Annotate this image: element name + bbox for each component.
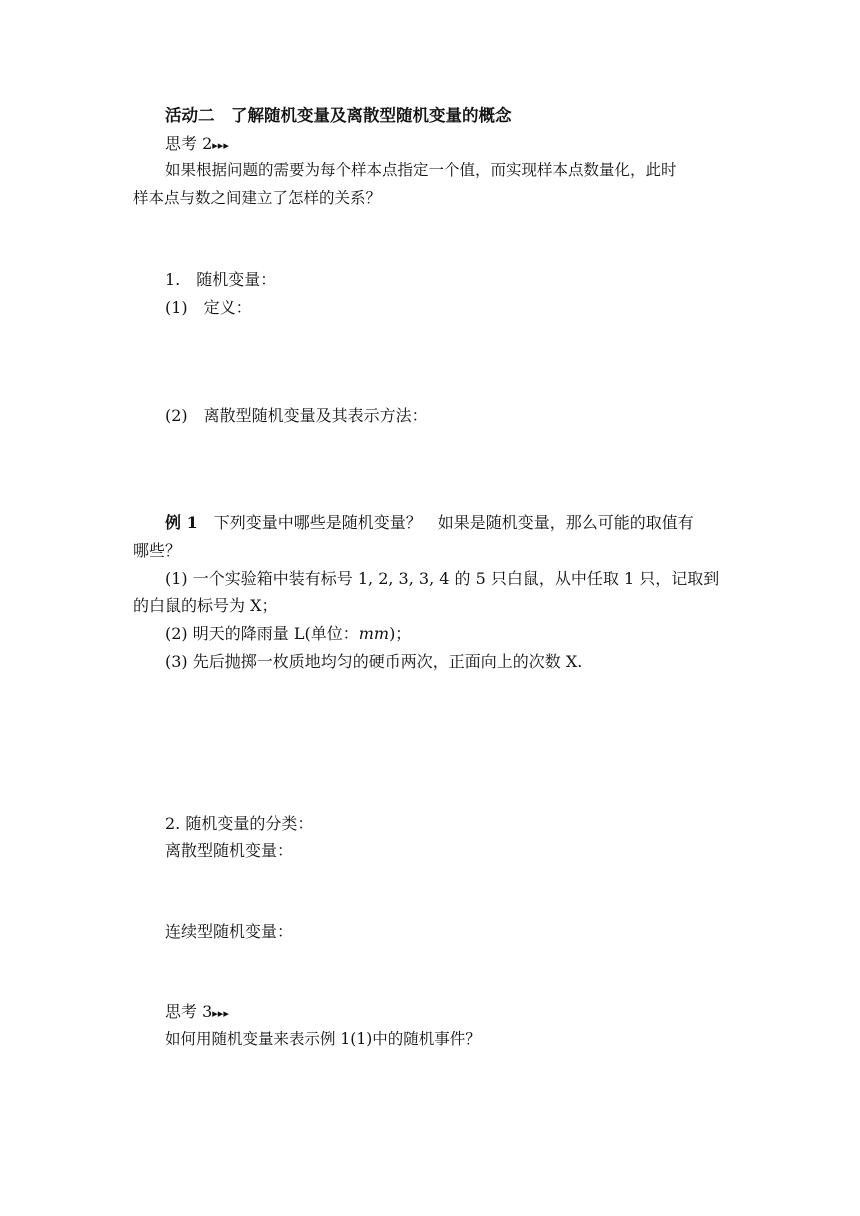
activity-title: 活动二 了解随机变量及离散型随机变量的概念 <box>165 106 512 125</box>
example-1-item-2-pre: (2) 明天的降雨量 L(单位： <box>165 624 359 643</box>
arrow-icon: ▸▸▸ <box>212 139 229 152</box>
example-1-item-2-unit: mm <box>358 624 390 643</box>
section-1-item-2: (2) 离散型随机变量及其表示方法： <box>165 406 428 425</box>
section-2-continuous: 连续型随机变量： <box>165 922 294 941</box>
example-1-item-1-line2: 的白鼠的标号为 X； <box>133 596 278 615</box>
think-3-heading <box>165 1004 229 1020</box>
think-2-heading <box>165 136 229 152</box>
think-3-question: 如何用随机变量来表示例 1(1)中的随机事件？ <box>165 1030 481 1048</box>
example-1-intro-text: 下列变量中哪些是随机变量？ 如果是随机变量，那么可能的取值有 <box>197 513 694 532</box>
example-1-item-2 <box>165 626 411 642</box>
think-2-question-line2: 样本点与数之间建立了怎样的关系？ <box>133 189 382 207</box>
example-1-item-2-post: )； <box>389 624 412 643</box>
example-1-label: 例 1 <box>165 513 198 532</box>
think-2-question-line1: 如果根据问题的需要为每个样本点指定一个值，而实现样本点数量化，此时 <box>165 161 677 179</box>
example-1-intro-line1 <box>165 515 694 531</box>
example-1-item-3: (3) 先后抛掷一枚质地均匀的硬币两次，正面向上的次数 X. <box>165 652 583 671</box>
arrow-icon: ▸▸▸ <box>212 1007 229 1020</box>
section-2-heading: 2. 随机变量的分类： <box>165 814 314 833</box>
think-3-label: 思考 3 <box>165 1002 213 1021</box>
section-1-item-1: (1) 定义： <box>165 298 252 317</box>
example-1-intro-line2: 哪些？ <box>133 541 182 560</box>
section-2-discrete: 离散型随机变量： <box>165 841 294 860</box>
think-2-label: 思考 2 <box>165 134 213 153</box>
example-1-item-1-line1: (1) 一个实验箱中装有标号 1, 2, 3, 3, 4 的 5 只白鼠，从中任取 1 只，记取到 <box>165 569 720 588</box>
section-1-heading: 1. 随机变量： <box>165 270 277 289</box>
